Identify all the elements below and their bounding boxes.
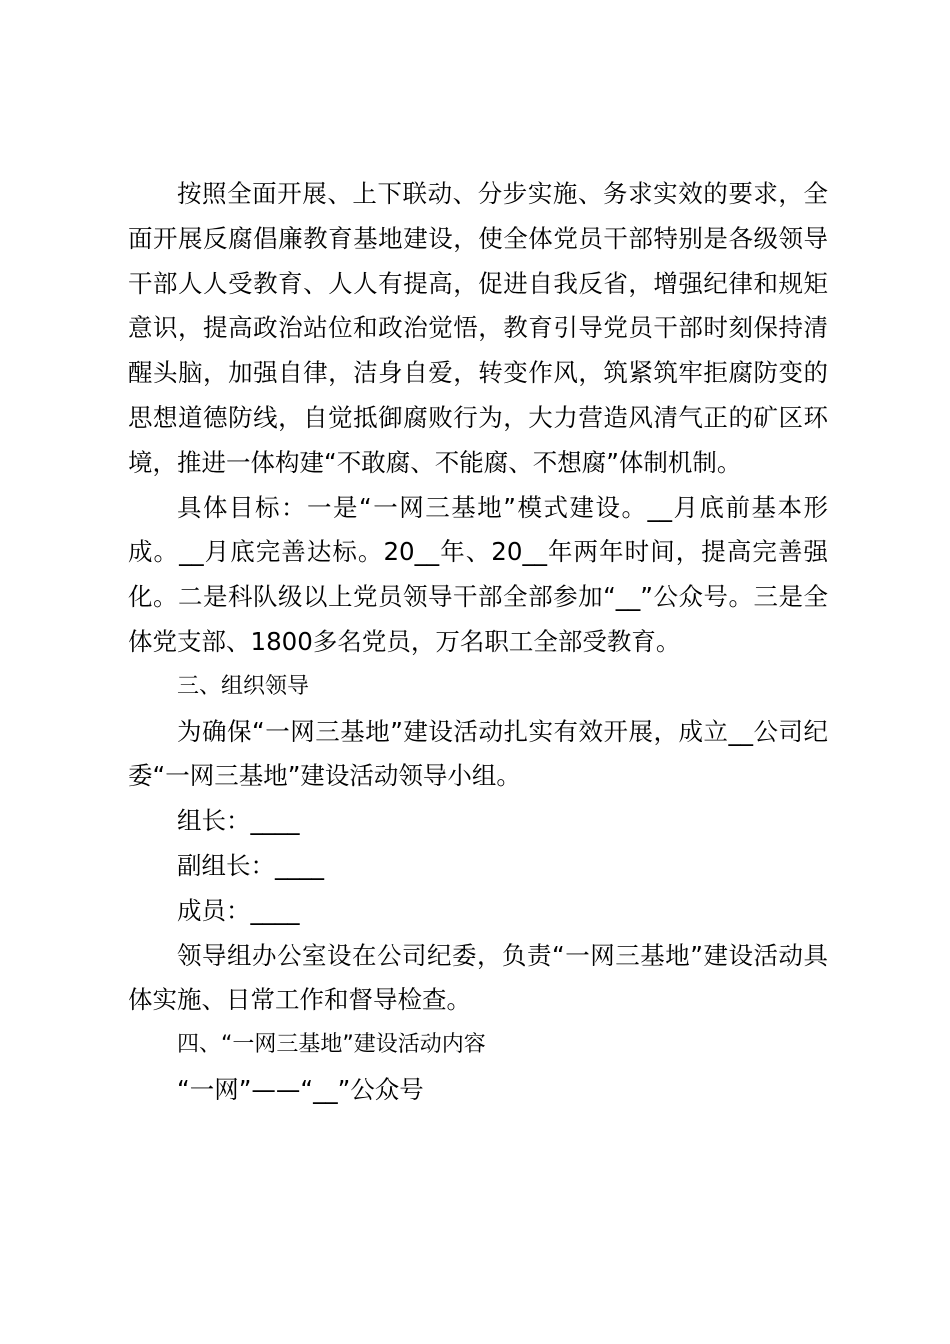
section-heading-organization: 三、组织领导 bbox=[177, 673, 310, 699]
office-paragraph: 领导组办公室设在公司纪委，负责“一网三基地”建设活动具体实施、日常工作和督导检查。 bbox=[128, 940, 828, 1015]
document-body bbox=[128, 172, 828, 1113]
intro-paragraph: 按照全面开展、上下联动、分步实施、务求实效的要求，全面开展反腐倡廉教育基地建设，使全体党员干部特别是各级领导干部人人受教育、人人有提高，促进自我反省，增强纪律和规矩意识，提高政治站位和政治觉悟，教育引导党员干部时刻保持清醒头脑，加强自律，洁身自爱，转变作风，筑紧筑牢拒腐防变的思想道德防线，自觉抵御腐败行为，大力营造风清气正的矿区环境，推进一体构建“不敢腐、不能腐、不想腐”体制机制。 bbox=[128, 179, 828, 477]
members-field: 成员：____ bbox=[177, 895, 300, 925]
goals-paragraph: 具体目标：一是“一网三基地”模式建设。__月底前基本形成。__月底完善达标。20__年、20__年两年时间，提高完善强化。二是科队级以上党员领导干部全部参加“__”公众号。三是全体党支部、1800多名党员，万名职工全部受教育。 bbox=[128, 492, 828, 656]
leader-field: 组长：____ bbox=[177, 806, 300, 836]
subheading-one-network: “一网”——“__”公众号 bbox=[177, 1074, 424, 1104]
leadership-paragraph: 为确保“一网三基地”建设活动扎实有效开展，成立__公司纪委“一网三基地”建设活动领导小组。 bbox=[128, 716, 828, 791]
deputy-leader-field: 副组长：____ bbox=[177, 850, 324, 880]
section-heading-content: 四、“一网三基地”建设活动内容 bbox=[177, 1032, 486, 1058]
